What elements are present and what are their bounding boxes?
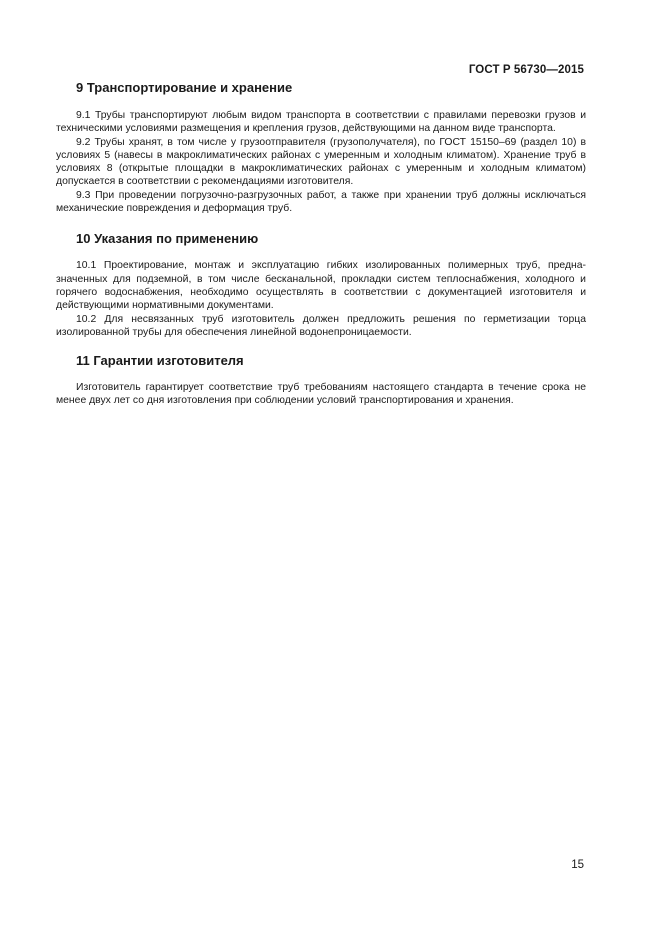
section-transport-storage <box>56 80 586 215</box>
document-code: ГОСТ Р 56730—2015 <box>468 64 584 76</box>
paragraph-9-1: 9.1 Трубы транспортируют любым видом транспорта в соответствии с правилами перевозки грузов и техническими условиями размещения и крепления грузов, действующими на данном виде транспорта. <box>56 110 586 135</box>
section-heading: 9 Транспортирование и хранение <box>76 80 293 95</box>
section-application <box>56 231 586 339</box>
paragraph-10-2: 10.2 Для несвязанных труб изготовитель должен предложить решения по герметизации торца изолированной трубы для обеспечения линейной водонепроницаемости. <box>56 313 586 338</box>
page-content <box>56 80 586 408</box>
page-number: 15 <box>571 859 584 871</box>
section-heading: 10 Указания по применению <box>76 231 259 247</box>
paragraph-9-2: 9.2 Трубы хранят, в том числе у грузоотправителя (грузополучателя), по ГОСТ 15150–69 (раздел 10) в условиях 5 (навесы в макроклиматических районах с умеренным и холодным климатом). Хранение труб в условиях 8 (открытые площадки в макроклиматических районах с умеренным и холодным климатом) допускается в соответствии с рекомендациями изготовителя. <box>56 136 586 188</box>
section-warranty <box>56 353 586 408</box>
paragraph-9-3: 9.3 При проведении погрузочно-разгрузочных работ, а также при хранении труб должны исключаться механические повреждения и деформация труб. <box>56 189 586 215</box>
paragraph-10-1: 10.1 Проектирование, монтаж и эксплуатацию гибких изолированных полимерных труб, предназначенных для подземной, в том числе бесканальной, прокладки систем теплоснабжения, холодного и горячего водоснабжения, необходимо осуществлять в соответствии с документацией изготовителя и действующими нормативными документами. <box>56 260 586 312</box>
paragraph-warranty: Изготовитель гарантирует соответствие труб требованиям настоящего стандарта в течение срока не менее двух лет со дня изготовления при соблюдении условий транспортирования и хранения. <box>56 382 586 407</box>
section-heading: 11 Гарантии изготовителя <box>76 353 244 369</box>
